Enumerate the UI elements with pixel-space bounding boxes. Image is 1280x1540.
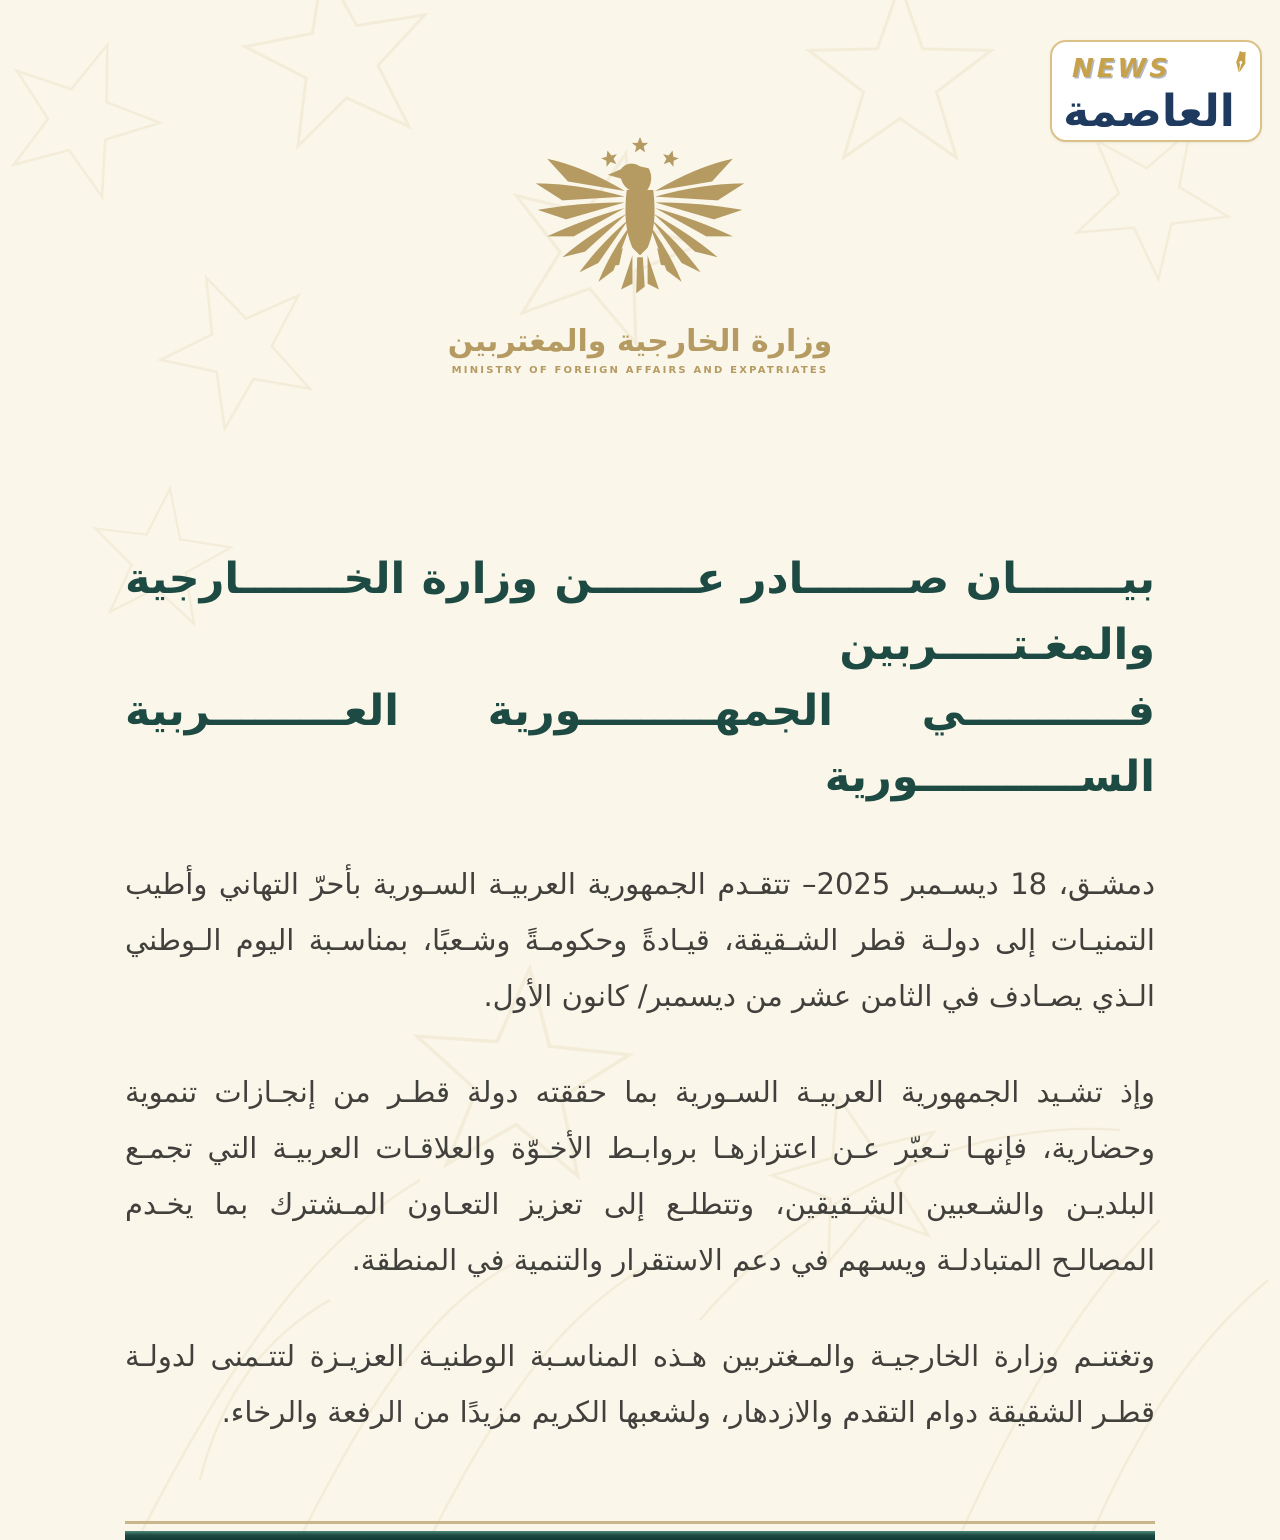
statement-title-line2: فـــــــــــي الجمهـــــــــورية العـــــــــربية الســـــــــــورية xyxy=(125,686,1155,802)
news-logo-paper-name: العاصمة xyxy=(1063,86,1235,137)
statement-paragraph-1: دمشـق، 18 ديسـمبر 2025– تتقـدم الجمهورية العربيـة السـورية بأحرّ التهاني وأطيب التمنيـات إلى دولـة قطر الشـقيقة، قيـادةً وحكومـةً وشـعبًا، بمناسـبة اليوم الـوطني الـذي يصـادف في الثامن عشر من ديسمبر/ كانون الأول. xyxy=(125,867,1155,1013)
footer-teal-bar xyxy=(125,1531,1155,1540)
footer-gold-line xyxy=(125,1521,1155,1524)
pen-nib-icon: ✒ xyxy=(1220,46,1259,77)
statement-body xyxy=(125,856,1155,1440)
eagle-emblem-icon xyxy=(525,136,755,316)
statement xyxy=(125,546,1155,1480)
news-logo xyxy=(1050,40,1262,142)
ministry-arabic-calligraphy: وزارة الخارجية والمغتربين xyxy=(447,324,833,359)
news-logo-label: NEWS xyxy=(1072,54,1171,84)
statement-title xyxy=(125,546,1155,810)
ministry-english-caption: MINISTRY OF FOREIGN AFFAIRS AND EXPATRIATES xyxy=(451,365,829,376)
statement-paragraph-2: وإذ تشـيد الجمهورية العربيـة السـورية بما حققته دولة قطـر من إنجـازات تنموية وحضارية، فإنهـا تـعبّر عـن اعتزازهـا بروابـط الأخـوّة والعلاقـات العربيـة التي تجمـع البلديـن والشـعبين الشـقيقين، وتتطلـع إلى تعزيز التعـاون المـشترك بما يخـدم المصالـح المتبادلـة ويسـهم في دعم الاستقرار والتنمية في المنطقة. xyxy=(125,1075,1155,1277)
statement-paragraph-3: وتغتنـم وزارة الخارجيـة والمـغتربين هـذه المناسـبة الوطنيـة العزيـزة لتتـمنى لدولـة قطـر الشقيقة دوام التقدم والازدهار، ولشعبها الكريم مزيدًا من الرفعة والرخاء. xyxy=(125,1339,1155,1429)
ministry-emblem xyxy=(0,136,1280,376)
statement-title-line1: بيـــــــان صـــــــادر عـــــــن وزارة الخـــــــارجية والمغـتـــــربين xyxy=(125,554,1155,670)
